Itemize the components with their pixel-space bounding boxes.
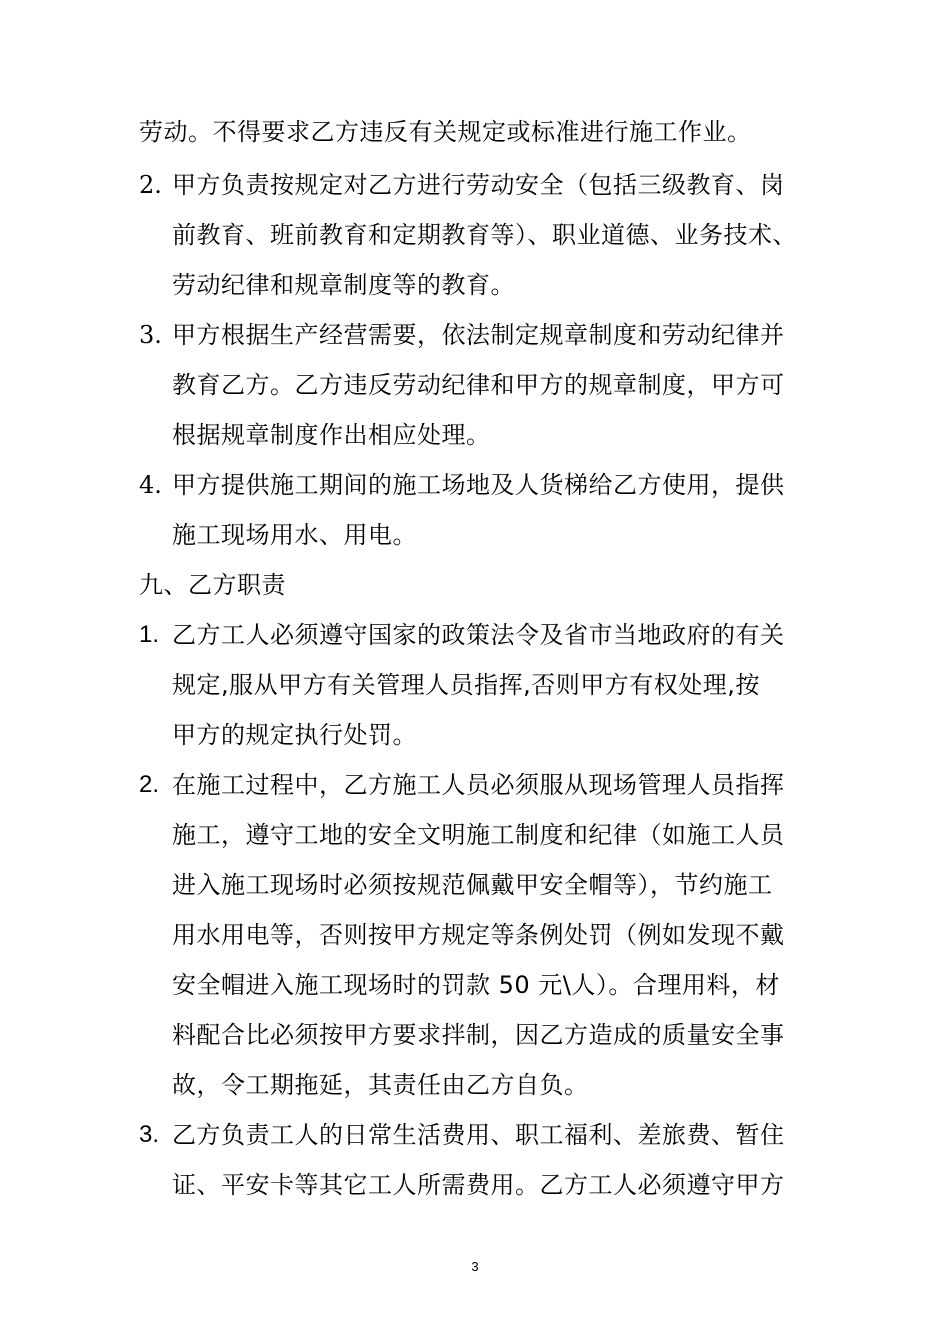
list-item-number: 2. [139, 171, 162, 199]
section-heading: 九、乙方职责 [139, 571, 286, 599]
list-item-line: 前教育、班前教育和定期教育等）、职业道德、业务技术、 [172, 221, 797, 249]
list-item-line: 故，令工期拖延，其责任由乙方自负。 [172, 1071, 589, 1099]
list-item-line: 证、平安卡等其它工人所需费用。乙方工人必须遵守甲方 [172, 1171, 785, 1199]
list-item-line: 规定,服从甲方有关管理人员指挥,否则甲方有权处理,按 [172, 671, 760, 699]
list-item-line: 在施工过程中，乙方施工人员必须服从现场管理人员指挥 [172, 771, 785, 799]
paragraph-line: 劳动。不得要求乙方违反有关规定或标准进行施工作业。 [139, 118, 752, 146]
list-item-number: 1. [139, 621, 160, 648]
list-item-line: 料配合比必须按甲方要求拌制，因乙方造成的质量安全事 [172, 1021, 785, 1049]
list-item-line: 进入施工现场时必须按规范佩戴甲安全帽等），节约施工 [172, 871, 773, 899]
list-item-number: 3. [139, 321, 162, 349]
list-item-number: 3. [139, 1121, 160, 1148]
list-item-line: 教育乙方。乙方违反劳动纪律和甲方的规章制度，甲方可 [172, 371, 785, 399]
page-number: 3 [471, 1259, 479, 1274]
list-item-line: 甲方的规定执行处罚。 [172, 721, 417, 749]
list-item-number: 4. [139, 471, 162, 499]
list-item-line: 乙方工人必须遵守国家的政策法令及省市当地政府的有关 [172, 621, 785, 649]
list-item-line: 施工现场用水、用电。 [172, 521, 417, 549]
list-item-line: 施工，遵守工地的安全文明施工制度和纪律（如施工人员 [172, 821, 785, 849]
list-item-line: 甲方提供施工期间的施工场地及人货梯给乙方使用，提供 [172, 471, 785, 499]
list-item-line: 甲方负责按规定对乙方进行劳动安全（包括三级教育、岗 [172, 171, 785, 199]
list-item-line: 劳动纪律和规章制度等的教育。 [172, 271, 515, 299]
list-item-line: 安全帽进入施工现场时的罚款 50 元\人）。合理用料，材 [172, 971, 780, 999]
list-item-line: 用水用电等，否则按甲方规定等条例处罚（例如发现不戴 [172, 921, 785, 949]
list-item-line: 乙方负责工人的日常生活费用、职工福利、差旅费、暂住 [172, 1121, 785, 1149]
list-item-number: 2. [139, 771, 160, 798]
list-item-line: 甲方根据生产经营需要，依法制定规章制度和劳动纪律并 [172, 321, 785, 349]
list-item-line: 根据规章制度作出相应处理。 [172, 421, 491, 449]
